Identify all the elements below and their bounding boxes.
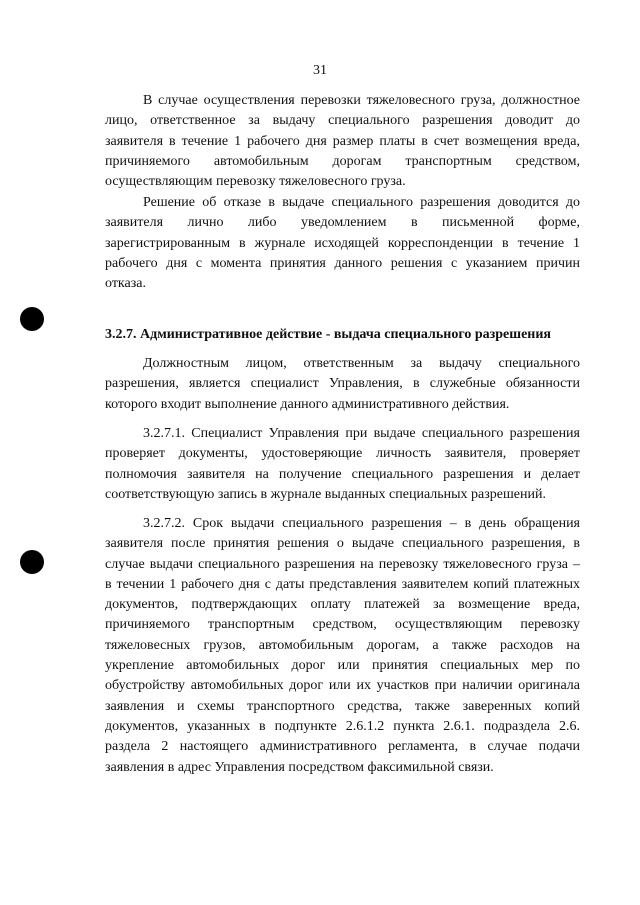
- text-line: соответствующую запись в журнале выданных специальных разрешений.: [105, 486, 546, 502]
- text-line: заявителя лично либо уведомлением в письменной форме,: [105, 215, 580, 231]
- punch-hole-bottom: [20, 550, 44, 574]
- punch-hole-top: [20, 307, 44, 331]
- paragraph-refusal-decision: [105, 193, 580, 294]
- text-line: заявителя после принятия решения о выдаче специального разрешения, в: [105, 536, 580, 552]
- text-line: лицо, ответственное за выдачу специального разрешения доводит до: [105, 113, 580, 129]
- text-line: случае выдачи специального разрешения на перевозку тяжеловесного груза –: [105, 556, 580, 572]
- text-line: разрешения, является специалист Управления, в служебные обязанности: [105, 376, 580, 392]
- page-number: 31: [313, 63, 327, 78]
- text-line: причиняемого транспортным средством, осуществляющим перевозку: [105, 617, 580, 633]
- text-line: в течении 1 рабочего дня с даты представления заявителем копий платежных: [105, 576, 580, 592]
- paragraph-payment-notice: [105, 91, 580, 192]
- text-line: заявления в адрес Управления посредством факсимильной связи.: [105, 759, 494, 775]
- paragraph-3-2-7-2: [105, 514, 580, 778]
- paragraph-responsible-official: [105, 354, 580, 415]
- text-line: рабочего дня с момента принятия данного решения с указанием причин: [105, 255, 580, 271]
- text-line: Должностным лицом, ответственным за выдачу специального: [143, 356, 580, 371]
- text-line: 3.2.7.1. Специалист Управления при выдаче специального разрешения: [143, 426, 580, 441]
- text-line: обустройству автомобильных дорог или их участков при наличии оригинала: [105, 678, 580, 694]
- text-line: причиняемого автомобильным дорогам транспортным средством,: [105, 153, 580, 169]
- text-line: заявителя в течение 1 рабочего дня размер платы в счет возмещения вреда,: [105, 133, 580, 149]
- text-line: отказа.: [105, 276, 146, 292]
- text-line: раздела 2 настоящего административного регламента, в случае подачи: [105, 739, 580, 755]
- text-line: тяжеловесных грузов, автомобильным дорогам, а также расходов на: [105, 637, 580, 653]
- text-line: 3.2.7.2. Срок выдачи специального разрешения – в день обращения: [143, 516, 580, 531]
- text-line: которого входит выполнение данного административного действия.: [105, 396, 510, 412]
- text-line: Решение об отказе в выдаче специального разрешения доводится до: [143, 195, 580, 210]
- text-line: осуществляющим перевозку тяжеловесного груза.: [105, 174, 406, 190]
- text-line: В случае осуществления перевозки тяжеловесного груза, должностное: [143, 93, 580, 108]
- text-line: полномочия заявителя на получение специального разрешения и делает: [105, 466, 580, 482]
- text-line: зарегистрированным в журнале исходящей корреспонденции в течение 1: [105, 235, 580, 251]
- text-line: документов, подтверждающих оплату платежей за возмещение вреда,: [105, 597, 580, 613]
- text-line: заявления и схемы транспортного средства, также заверенных копий: [105, 698, 580, 714]
- text-line: проверяет документы, удостоверяющие личность заявителя, проверяет: [105, 446, 580, 462]
- text-line: документов, указанных в подпункте 2.6.1.2 пункта 2.6.1. подраздела 2.6.: [105, 718, 580, 734]
- text-line: укрепление автомобильных дорог или принятия специальных мер по: [105, 658, 580, 674]
- paragraph-3-2-7-1: [105, 424, 580, 505]
- section-title: 3.2.7. Административное действие - выдача специального разрешения: [105, 327, 551, 342]
